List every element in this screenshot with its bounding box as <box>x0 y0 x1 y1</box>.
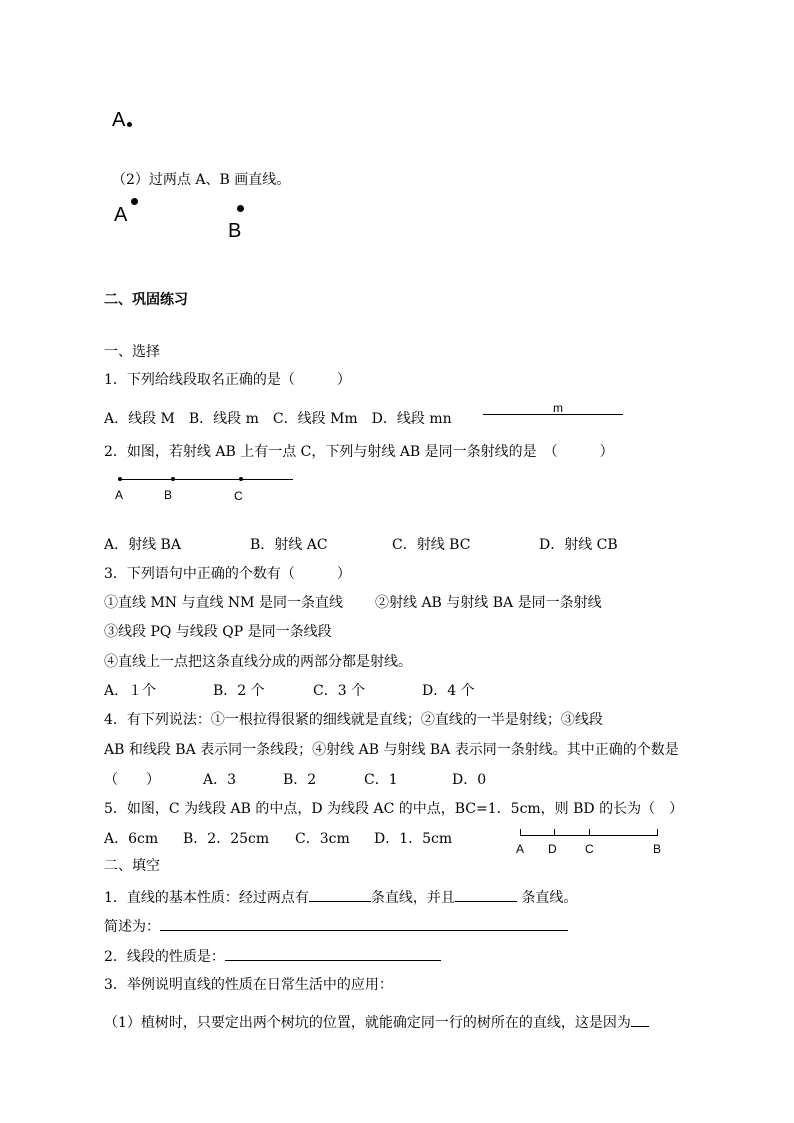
f1-part3: 条直线。 <box>516 890 578 906</box>
point-a2-dot <box>131 198 138 205</box>
q3-option-b: B．2 个 <box>213 683 265 699</box>
section-title: 二、巩固练习 <box>104 292 188 308</box>
q3-stem: 3．下列语句中正确的个数有（ ） <box>104 566 351 582</box>
q3-statement-1: ①直线 MN 与直线 NM 是同一条直线 <box>104 595 343 611</box>
q2-fig-dot-a <box>118 477 122 481</box>
point-a-label: A <box>112 109 126 131</box>
q2-option-a: A．射线 BA <box>104 537 181 553</box>
f1-blank-1[interactable] <box>309 887 371 902</box>
q5-stem: 5．如图，C 为线段 AB 的中点，D 为线段 AC 的中点，BC=1．5cm，则 BD 的长为（ ） <box>104 801 684 817</box>
f2-blank[interactable] <box>225 946 441 961</box>
q2-stem: 2．如图，若射线 AB 上有一点 C，下列与射线 AB 是同一条射线的是 （ ） <box>104 444 614 460</box>
q2-figure-ray <box>119 479 293 480</box>
q2-fig-dot-b <box>171 477 175 481</box>
q1-figure-label: m <box>553 401 563 415</box>
q2-option-c: C．射线 BC <box>392 537 471 553</box>
choice-title: 一、选择 <box>104 344 160 360</box>
q5-option-d: D．1．5cm <box>374 831 453 847</box>
f3-1-text: （1）植树时，只要定出两个树坑的位置，就能确定同一行的树所在的直线，这是因为 <box>104 1015 631 1031</box>
f1-part2: 条直线，并且 <box>370 890 455 906</box>
f1b-line <box>104 916 568 936</box>
q3-statement-3: ③线段 PQ 与线段 QP 是同一条线段 <box>104 624 332 640</box>
f2-label: 2．线段的性质是： <box>104 949 225 965</box>
q4-answer-paren: （ ） <box>104 772 160 788</box>
q4-option-a: A．3 <box>203 772 237 788</box>
q3-statement-2: ②射线 AB 与射线 BA 是同一条射线 <box>375 595 602 611</box>
q2-fig-dot-c <box>239 477 243 481</box>
f2-line <box>104 946 441 966</box>
q3-option-d: D．4 个 <box>422 683 475 699</box>
q4-option-c: C．1 <box>364 772 398 788</box>
q4-line-1: 4．有下列说法：①一根拉得很紧的细线就是直线；②直线的一半是射线；③线段 <box>104 712 603 728</box>
q5-fig-label-d: D <box>548 842 557 856</box>
f1-part1: 1．直线的基本性质：经过两点有 <box>104 890 309 906</box>
q5-fig-tick-a <box>520 829 521 835</box>
point-b-label: B <box>228 220 242 242</box>
point-a-dot <box>127 122 132 127</box>
q5-fig-tick-c <box>589 829 590 835</box>
q3-statement-4: ④直线上一点把这条直线分成的两部分都是射线。 <box>104 654 412 670</box>
q2-draw-instruction: （2）过两点 A、B 画直线。 <box>112 172 291 188</box>
q5-figure-segment <box>520 835 658 836</box>
f3-1-line <box>104 1012 649 1032</box>
q1-options: A．线段 M B．线段 m C．线段 Mm D．线段 mn <box>104 411 452 427</box>
q4-line-2: AB 和线段 BA 表示同一条线段；④射线 AB 与射线 BA 表示同一条射线。其中正确的个数是 <box>104 742 679 758</box>
q4-option-b: B．2 <box>283 772 317 788</box>
q5-fig-label-b: B <box>653 842 662 856</box>
point-a2-label: A <box>114 204 128 226</box>
q5-fig-tick-b <box>657 829 658 835</box>
q5-fig-label-a: A <box>516 842 525 856</box>
q2-fig-label-b: B <box>164 488 173 502</box>
q3-option-c: C．3 个 <box>313 683 366 699</box>
q2-fig-label-a: A <box>115 488 124 502</box>
fill-title: 二、填空 <box>104 858 160 874</box>
q3-option-a: A．１个 <box>104 683 157 699</box>
q5-fig-tick-d <box>554 829 555 835</box>
q5-option-c: C．3cm <box>295 831 350 847</box>
f1-blank-2[interactable] <box>455 887 517 902</box>
f3-1-blank[interactable] <box>631 1012 649 1027</box>
f1b-blank[interactable] <box>160 916 568 931</box>
f3-label: 3．举例说明直线的性质在日常生活中的应用： <box>104 977 393 993</box>
q1-stem: 1．下列给线段取名正确的是（ ） <box>104 372 351 388</box>
q5-fig-label-c: C <box>585 842 594 856</box>
q2-option-d: D．射线 CB <box>539 537 618 553</box>
f1b-label: 简述为： <box>104 919 160 935</box>
q2-option-b: B．射线 AC <box>250 537 328 553</box>
f1-line <box>104 887 577 907</box>
q2-fig-label-c: C <box>234 489 243 503</box>
q4-option-d: D．0 <box>452 772 487 788</box>
point-b-dot <box>237 205 244 212</box>
q5-option-b: B．2．25cm <box>183 831 270 847</box>
q5-option-a: A．6cm <box>104 831 159 847</box>
